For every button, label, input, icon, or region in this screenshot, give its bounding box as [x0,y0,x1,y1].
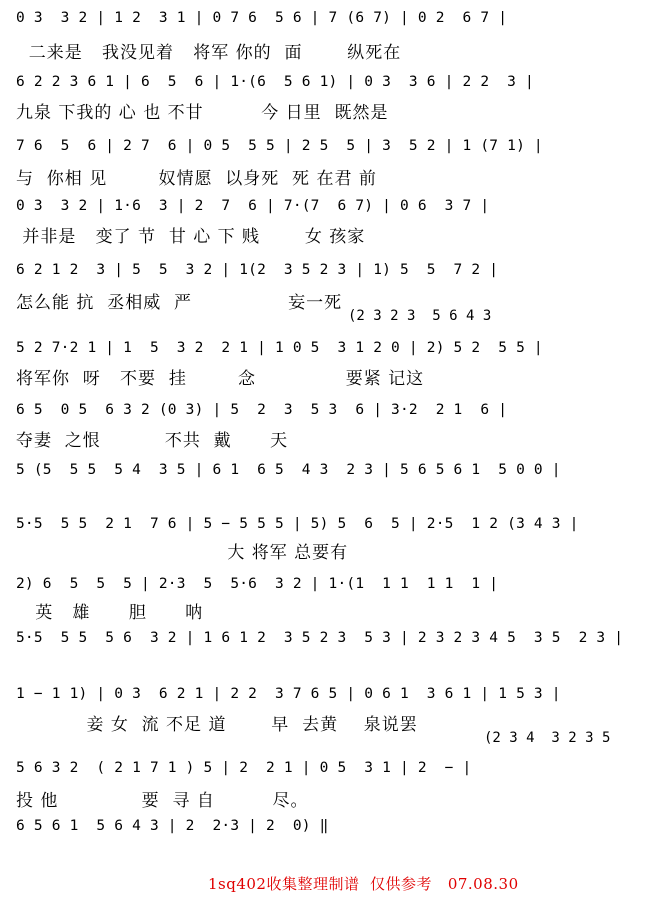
notation-line: 1 − 1 1) | 0 3 6 2 1 | 2 2 3 7 6 5 | 0 6 1 3 6 1 | 1 5 3 | [16,686,561,702]
lyric-line: 九泉 下我的 心 也 不甘 今 日里 既然是 [16,103,389,123]
lyric-line: 并非是 变了 节 甘 心 下 贱 女 孩家 [16,227,366,247]
lyric-line: 投 他 要 寻 自 尽。 [16,791,309,811]
lyric-line: 大 将军 总要有 [16,543,349,563]
notation-line: 5·5 5 5 5 6 3 2 | 1 6 1 2 3 5 2 3 5 3 | 2 3 2 3 4 5 3 5 2 3 | [16,630,624,646]
lyric-line: 英 雄 胆 呐 [16,603,204,623]
notation-line: 6 5 0 5 6 3 2 (0 3) | 5 2 3 5 3 6 | 3·2 2 1 6 | [16,402,508,418]
credit-footer: 1sq402收集整理制谱 仅供参考 07.08.30 [208,875,519,893]
notation-line: 6 2 2 3 6 1 | 6 5 6 | 1·(6 5 6 1) | 0 3 3 6 | 2 2 3 | [16,74,534,90]
notation-line: 5 (5 5 5 5 4 3 5 | 6 1 6 5 4 3 2 3 | 5 6 5 6 1 5 0 0 | [16,462,561,478]
notation-line: 0 3 3 2 | 1 2 3 1 | 0 7 6 5 6 | 7 (6 7) | 0 2 6 7 | [16,10,508,26]
interlude-notation: (2 3 4 3 2 3 5 [484,730,611,746]
notation-line: 5·5 5 5 2 1 7 6 | 5 − 5 5 5 | 5) 5 6 5 | 2·5 1 2 (3 4 3 | [16,516,579,532]
notation-line: 7 6 5 6 | 2 7 6 | 0 5 5 5 | 2 5 5 | 3 5 2 | 1 (7 1) | [16,138,543,154]
notation-line: 6 2 1 2 3 | 5 5 3 2 | 1(2 3 5 2 3 | 1) 5 5 7 2 | [16,262,499,278]
notation-line: 2) 6 5 5 5 | 2·3 5 5·6 3 2 | 1·(1 1 1 1 1 1 | [16,576,499,592]
notation-line: 6 5 6 1 5 6 4 3 | 2 2·3 | 2 0) ‖ [16,818,329,834]
lyric-line: 与 你相 见 奴情愿 以身死 死 在君 前 [16,169,377,189]
lyric-line: 怎么能 抗 丞相威 严 妄一死 [16,293,343,313]
lyric-line: 将军你 呀 不要 挂 念 要紧 记这 [16,369,425,389]
notation-line: 5 2 7·2 1 | 1 5 3 2 2 1 | 1 0 5 3 1 2 0 | 2) 5 2 5 5 | [16,340,543,356]
lyric-line: 夺妻 之恨 不共 戴 天 [16,431,289,451]
lyric-line: 二来是 我没见着 将军 你的 面 纵死在 [16,43,402,63]
notation-line: 0 3 3 2 | 1·6 3 | 2 7 6 | 7·(7 6 7) | 0 6 3 7 | [16,198,490,214]
notation-line: 5 6 3 2 ( 2 1 7 1 ) 5 | 2 2 1 | 0 5 3 1 | 2 − | [16,760,472,776]
lyric-line: 妾 女 流 不足 道 早 去黄 泉说罢 [16,715,418,735]
interlude-notation: (2 3 2 3 5 6 4 3 [348,308,492,324]
